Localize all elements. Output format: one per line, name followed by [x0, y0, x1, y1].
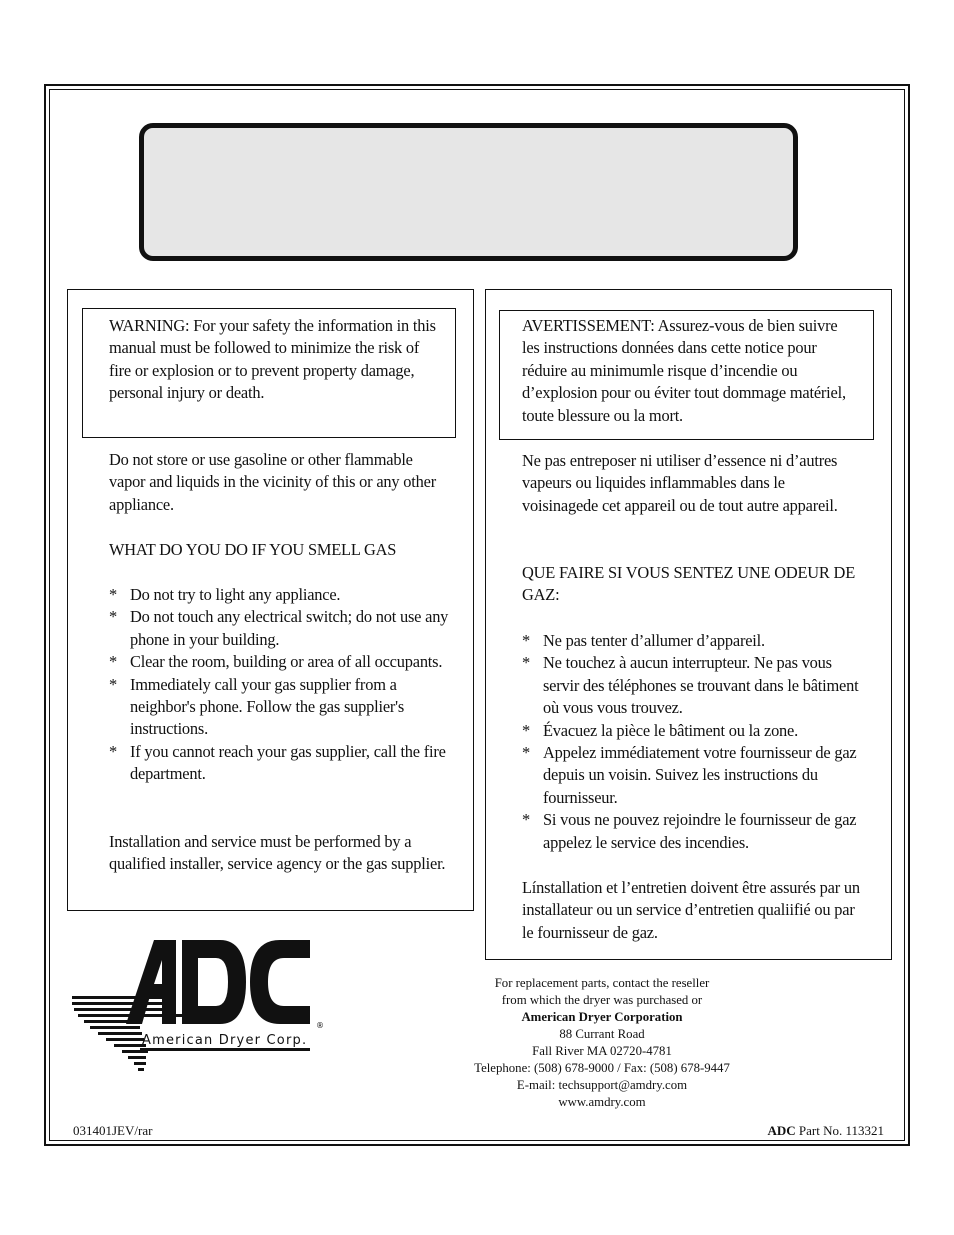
list-item: * Immediately call your gas supplier from a neighbor's phone. Follow the gas supplier's instructions.	[109, 674, 405, 739]
english-installation-notice: Installation and service must be performed by a qualified installer, service agency or the gas supplier.	[109, 832, 446, 874]
part-number: ADC Part No. 113321	[767, 1123, 884, 1138]
website: www.amdry.com	[558, 1095, 646, 1109]
french-gas-heading: QUE FAIRE SI VOUS SENTEZ UNE ODEUR DE GAZ:	[522, 563, 856, 605]
list-item: * Clear the room, building or area of all occupants.	[109, 652, 443, 672]
list-item: * Évacuez la pièce le bâtiment ou la zone.	[522, 720, 799, 740]
list-item: * Do not touch any electrical switch; do not use any phone in your building.	[109, 607, 449, 649]
french-flammable-notice: Ne pas entreposer ni utiliser d’essence ni d’autres vapeurs ou liquides inflammables dans le voisinagede cet appareil ou de tout autre appareil.	[522, 451, 838, 515]
document-code: 031401JEV/rar	[73, 1123, 153, 1138]
logo-company-name: American Dryer Corp.	[142, 1033, 308, 1048]
english-gas-instructions	[109, 584, 455, 786]
registered-mark: ®	[316, 1021, 324, 1030]
title-box	[139, 123, 798, 261]
english-warning-text: WARNING: For your safety the information in this manual must be followed to minimize the risk of fire or explosion or to prevent property damage, personal injury or death.	[109, 316, 436, 403]
list-item: * Appelez immédiatement votre fournisseur de gaz depuis un voisin. Suivez les instructions du fournisseur.	[522, 743, 857, 807]
list-item: * Si vous ne pouvez rejoindre le fournisseur de gaz appelez le service des incendies.	[522, 810, 857, 852]
english-flammable-notice: Do not store or use gasoline or other flammable vapor and liquids in the vicinity of this or any other appliance.	[109, 450, 436, 514]
list-item: * Ne pas tenter d’allumer d’appareil.	[522, 631, 765, 650]
contact-info: For replacement parts, contact the reseller from which the dryer was purchased or American Dryer Corporation 88 Currant Road Fall River MA 02720-4781 Telephone: (508) 678-9000 / Fax: (508) 678-9447 E-mail: techsupport@amdry.com www.amdry.com	[452, 975, 752, 1111]
adc-logo	[70, 936, 332, 1078]
email-address: E-mail: techsupport@amdry.com	[516, 1078, 688, 1092]
english-gas-heading: WHAT DO YOU DO IF YOU SMELL GAS	[109, 540, 397, 559]
french-gas-instructions	[522, 630, 867, 854]
company-name: American Dryer Corporation	[521, 1010, 683, 1024]
street-address: 88 Currant Road	[559, 1027, 645, 1041]
list-item: * Ne touchez à aucun interrupteur. Ne pas vous servir des téléphones se trouvant dans le bâtiment où vous vous trouvez.	[522, 653, 859, 718]
list-item: * If you cannot reach your gas supplier, call the fire department.	[109, 741, 446, 784]
french-installation-notice: Línstallation et l’entretien doivent être assurés par un installateur ou un service d’entretien qualiifié ou par le fournisseur de gaz.	[522, 878, 860, 942]
phone-fax: Telephone: (508) 678-9000 / Fax: (508) 678-9447	[474, 1061, 730, 1075]
list-item: * Do not try to light any appliance.	[109, 585, 341, 604]
french-warning-text: AVERTISSEMENT: Assurez-vous de bien suivre les instructions données dans cette notice pour réduire au minimumle risque d’incendie ou d’explosion pour ou éviter tout dommage matériel, toute blessure ou la mort.	[522, 316, 846, 425]
city-address: Fall River MA 02720-4781	[532, 1044, 672, 1058]
